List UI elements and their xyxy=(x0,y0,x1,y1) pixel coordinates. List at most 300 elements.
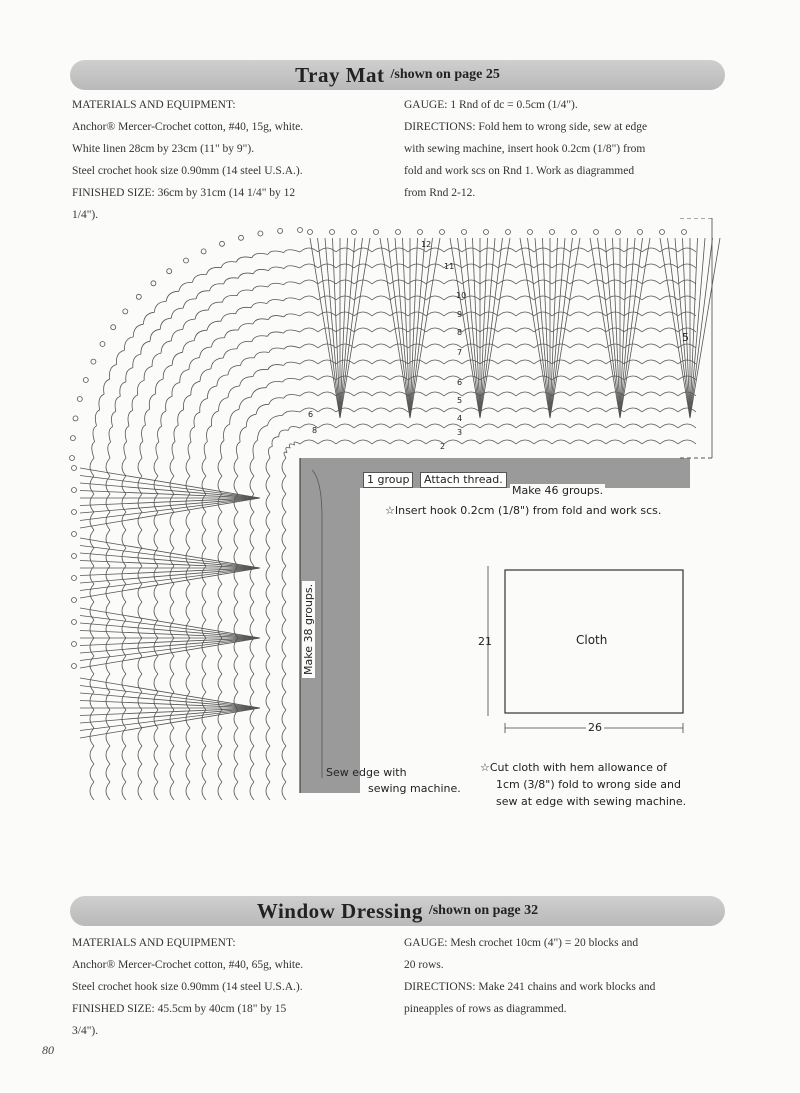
stitch-mark xyxy=(252,286,268,291)
cloth-width-label: 26 xyxy=(588,721,602,734)
stitch-mark xyxy=(237,290,252,296)
stitch-mark xyxy=(221,262,236,268)
stitch-mark xyxy=(594,230,599,235)
stitch-mark xyxy=(462,408,480,412)
stitch-mark xyxy=(284,298,301,301)
stitch-mark xyxy=(186,710,190,728)
stitch-mark xyxy=(624,408,642,412)
stitch-mark xyxy=(498,440,516,444)
stitch-mark xyxy=(336,424,354,428)
stitch-mark xyxy=(212,338,225,347)
stitch-mark xyxy=(408,296,426,300)
stitch-mark xyxy=(223,349,237,358)
stitch-mark xyxy=(266,530,270,548)
stitch-mark xyxy=(154,656,158,674)
stitch-mark xyxy=(142,425,146,441)
stitch-mark xyxy=(268,283,284,287)
stitch-mark xyxy=(186,656,190,674)
stitch-mark xyxy=(480,248,498,252)
stitch-mark xyxy=(133,324,143,337)
stitch-mark xyxy=(267,332,283,336)
stitch-mark xyxy=(219,398,228,411)
stitch-mark xyxy=(170,530,174,548)
stitch-mark xyxy=(124,337,133,351)
stitch-mark xyxy=(72,598,77,603)
stitch-mark xyxy=(77,397,82,402)
stitch-mark xyxy=(266,638,270,656)
stitch-mark xyxy=(624,296,642,300)
stitch-mark xyxy=(104,379,110,394)
stitch-mark xyxy=(660,264,678,268)
label-one-group: 1 group xyxy=(363,472,413,488)
stitch-mark xyxy=(106,548,110,566)
stitch-mark xyxy=(390,344,408,348)
text-line: White linen 28cm by 23cm (11" by 9"). xyxy=(72,143,255,155)
text-line: Steel crochet hook size 0.90mm (14 steel U.S.A.). xyxy=(72,981,303,993)
stitch-mark xyxy=(218,512,222,530)
stitch-mark xyxy=(484,230,489,235)
stitch-mark xyxy=(336,264,354,268)
stitch-mark xyxy=(624,280,642,284)
stitch-mark xyxy=(186,458,190,476)
stitch-mark xyxy=(207,267,222,274)
stitch-mark xyxy=(189,358,200,370)
stitch-mark xyxy=(186,692,190,710)
stitch-mark xyxy=(289,426,301,430)
stitch-mark xyxy=(140,442,143,459)
stitch-mark xyxy=(132,395,138,410)
stitch-mark xyxy=(116,350,124,364)
stitch-mark xyxy=(145,409,150,425)
side-number: 6 xyxy=(308,410,314,419)
stitch-mark xyxy=(678,312,696,316)
stitch-mark xyxy=(289,444,294,448)
stitch-mark xyxy=(660,440,678,444)
stitch-mark xyxy=(154,764,158,782)
stitch-mark xyxy=(372,392,390,396)
stitch-mark xyxy=(279,430,289,437)
tray-mat-banner xyxy=(70,60,725,90)
stitch-mark xyxy=(570,360,588,364)
round-number: 11 xyxy=(444,262,455,271)
stitch-mark xyxy=(266,494,270,512)
stitch-mark xyxy=(284,314,300,317)
stitch-mark xyxy=(588,328,606,332)
stitch-mark xyxy=(408,264,426,268)
stitch-mark xyxy=(250,638,254,656)
stitch-mark xyxy=(99,394,104,410)
stitch-mark xyxy=(151,281,156,286)
stitch-mark xyxy=(183,341,195,353)
stitch-mark xyxy=(234,602,238,620)
stitch-mark xyxy=(211,411,218,426)
stitch-mark xyxy=(678,248,696,252)
stitch-mark xyxy=(606,424,624,428)
stitch-mark xyxy=(282,764,286,782)
text-line: MATERIALS AND EQUIPMENT: xyxy=(72,937,236,949)
stitch-mark xyxy=(310,238,340,418)
stitch-mark xyxy=(186,602,190,620)
stitch-mark xyxy=(282,584,286,602)
stitch-mark xyxy=(138,764,142,782)
stitch-mark xyxy=(660,424,678,428)
stitch-mark xyxy=(138,782,142,800)
stitch-mark xyxy=(239,235,244,240)
stitch-mark xyxy=(552,392,570,396)
stitch-mark xyxy=(138,656,142,674)
stitch-mark xyxy=(106,602,110,620)
stitch-mark xyxy=(372,376,390,380)
stitch-mark xyxy=(572,230,577,235)
stitch-mark xyxy=(534,344,552,348)
stitch-mark xyxy=(480,424,498,428)
stitch-mark xyxy=(120,382,126,397)
stitch-mark xyxy=(374,230,379,235)
stitch-mark xyxy=(300,248,318,252)
label-attach-thread: Attach thread. xyxy=(420,472,507,488)
stitch-mark xyxy=(122,746,126,764)
stitch-mark xyxy=(534,264,552,268)
stitch-mark xyxy=(426,376,444,380)
stitch-mark xyxy=(284,394,300,398)
cut-note-line-3: sew at edge with sewing machine. xyxy=(496,795,687,808)
round-number: 5 xyxy=(457,396,463,405)
stitch-mark xyxy=(682,230,687,235)
stitch-mark xyxy=(426,424,444,428)
stitch-mark xyxy=(106,566,110,584)
stitch-mark xyxy=(269,267,285,271)
crochet-diagram xyxy=(60,218,740,818)
stitch-mark xyxy=(194,330,207,340)
text-line: FINISHED SIZE: 36cm by 31cm (14 1/4" by 12 xyxy=(72,187,296,199)
stitch-mark xyxy=(70,456,75,461)
stitch-mark xyxy=(372,248,390,252)
stitch-mark xyxy=(122,764,126,782)
stitch-mark xyxy=(237,341,252,348)
stitch-mark xyxy=(138,476,142,494)
label-make-38-groups: Make 38 groups. xyxy=(302,581,315,678)
stitch-mark xyxy=(234,458,238,476)
stitch-mark xyxy=(620,238,650,418)
stitch-mark xyxy=(234,710,238,728)
window-dressing-title: Window Dressing xyxy=(256,898,423,923)
stitch-mark xyxy=(282,494,286,512)
stitch-mark xyxy=(516,440,534,444)
stitch-mark xyxy=(372,296,390,300)
round-number: 3 xyxy=(457,428,463,437)
stitch-mark xyxy=(678,424,696,428)
stitch-mark xyxy=(224,424,230,440)
stitch-mark xyxy=(552,344,570,348)
stitch-mark xyxy=(372,440,390,444)
tray-mat-right-column xyxy=(404,94,724,204)
stitch-mark xyxy=(73,416,78,421)
stitch-mark xyxy=(166,291,179,301)
stitch-mark xyxy=(354,264,372,268)
stitch-mark xyxy=(300,328,318,332)
stitch-mark xyxy=(426,344,444,348)
stitch-mark xyxy=(240,377,253,386)
stitch-mark xyxy=(300,344,318,348)
stitch-mark xyxy=(258,231,263,236)
window-dressing-left-column xyxy=(72,932,382,1042)
round-number: 4 xyxy=(457,414,463,423)
stitch-mark xyxy=(426,408,444,412)
stitch-mark xyxy=(498,408,516,412)
stitch-mark xyxy=(154,746,158,764)
stitch-mark xyxy=(252,253,268,257)
stitch-mark xyxy=(218,746,222,764)
text-line: from Rnd 2-12. xyxy=(404,187,476,199)
stitch-mark xyxy=(498,360,516,364)
stitch-mark xyxy=(256,404,269,414)
stitch-mark xyxy=(372,312,390,316)
stitch-mark xyxy=(122,782,126,800)
stitch-mark xyxy=(253,319,268,324)
stitch-mark xyxy=(218,782,222,800)
stitch-mark xyxy=(106,530,110,548)
stitch-mark xyxy=(138,458,142,476)
stitch-mark xyxy=(200,399,208,413)
stitch-mark xyxy=(552,248,570,252)
stitch-mark xyxy=(372,328,390,332)
stitch-mark xyxy=(111,325,116,330)
stitch-mark xyxy=(278,228,283,233)
cut-note-line-2: 1cm (3/8") fold to wrong side and xyxy=(496,778,681,791)
stitch-mark xyxy=(122,584,126,602)
stitch-mark xyxy=(202,530,206,548)
stitch-mark xyxy=(90,512,94,530)
stitch-mark xyxy=(253,440,258,458)
stitch-mark xyxy=(72,554,77,559)
stitch-mark xyxy=(480,280,498,284)
stitch-mark xyxy=(202,602,206,620)
stitch-mark xyxy=(122,674,126,692)
stitch-mark xyxy=(133,354,141,368)
round-number: 2 xyxy=(440,442,446,451)
stitch-mark xyxy=(266,746,270,764)
stitch-mark xyxy=(234,674,238,692)
stitch-mark xyxy=(200,369,211,381)
stitch-mark xyxy=(426,392,444,396)
stitch-mark xyxy=(258,426,268,441)
stitch-mark xyxy=(354,344,372,348)
stitch-mark xyxy=(638,230,643,235)
text-line: Steel crochet hook size 0.90mm (14 steel U.S.A.). xyxy=(72,165,303,177)
stitch-mark xyxy=(390,248,408,252)
stitch-mark xyxy=(266,674,270,692)
stitch-mark xyxy=(154,602,158,620)
stitch-mark xyxy=(179,282,193,291)
stitch-mark xyxy=(408,440,426,444)
stitch-mark xyxy=(122,692,126,710)
stitch-mark xyxy=(480,238,495,418)
stitch-mark xyxy=(72,466,77,471)
stitch-mark xyxy=(180,370,189,383)
stitch-mark xyxy=(80,468,260,498)
stitch-mark xyxy=(552,440,570,444)
stitch-mark xyxy=(606,248,624,252)
stitch-mark xyxy=(588,440,606,444)
stitch-mark xyxy=(330,230,335,235)
text-line: MATERIALS AND EQUIPMENT: xyxy=(72,99,236,111)
stitch-mark xyxy=(250,782,254,800)
stitch-mark xyxy=(90,710,94,728)
stitch-mark xyxy=(154,458,158,476)
stitch-mark xyxy=(234,512,238,530)
stitch-mark xyxy=(570,376,588,380)
stitch-mark xyxy=(92,442,95,458)
stitch-mark xyxy=(224,278,239,284)
stitch-mark xyxy=(228,365,241,374)
stitch-mark xyxy=(250,602,254,620)
stitch-mark xyxy=(186,584,190,602)
stitch-mark xyxy=(266,566,270,584)
stitch-mark xyxy=(218,458,222,476)
stitch-mark xyxy=(266,458,270,476)
stitch-mark xyxy=(372,360,390,364)
stitch-mark xyxy=(90,746,94,764)
stitch-mark xyxy=(282,728,286,746)
stitch-mark xyxy=(550,230,555,235)
stitch-mark xyxy=(171,329,182,340)
stitch-mark xyxy=(217,375,228,386)
stitch-mark xyxy=(122,476,126,494)
stitch-mark xyxy=(138,674,142,692)
stitch-mark xyxy=(266,692,270,710)
stitch-mark xyxy=(266,764,270,782)
stitch-mark xyxy=(106,656,110,674)
stitch-mark xyxy=(241,358,255,366)
stitch-mark xyxy=(106,710,110,728)
stitch-mark xyxy=(390,440,408,444)
stitch-mark xyxy=(606,264,624,268)
stitch-mark xyxy=(266,602,270,620)
stitch-mark xyxy=(236,442,240,458)
stitch-mark xyxy=(202,728,206,746)
stitch-mark xyxy=(269,398,284,405)
stitch-mark xyxy=(186,476,190,494)
stitch-mark xyxy=(318,392,336,396)
stitch-mark xyxy=(160,318,171,329)
stitch-mark xyxy=(143,312,154,324)
stitch-mark xyxy=(552,408,570,412)
stitch-mark xyxy=(225,330,239,338)
stitch-mark xyxy=(207,426,212,442)
stitch-mark xyxy=(238,273,253,278)
stitch-mark xyxy=(234,728,238,746)
stitch-mark xyxy=(660,312,678,316)
stitch-mark xyxy=(202,512,206,530)
stitch-mark xyxy=(218,764,222,782)
stitch-mark xyxy=(138,584,142,602)
stitch-mark xyxy=(138,602,142,620)
stitch-mark xyxy=(272,437,279,447)
stitch-mark xyxy=(480,376,498,380)
stitch-mark xyxy=(462,424,480,428)
stitch-mark xyxy=(106,620,110,638)
stitch-mark xyxy=(642,296,660,300)
stitch-mark xyxy=(207,321,221,330)
stitch-mark xyxy=(570,264,588,268)
stitch-mark xyxy=(534,440,552,444)
stitch-mark xyxy=(192,274,206,282)
stitch-mark xyxy=(390,392,408,396)
stitch-mark xyxy=(516,376,534,380)
text-line: pineapples of rows as diagrammed. xyxy=(404,1003,567,1015)
stitch-mark xyxy=(516,360,534,364)
stitch-mark xyxy=(516,408,534,412)
stitch-mark xyxy=(234,656,238,674)
stitch-mark xyxy=(202,674,206,692)
stitch-mark xyxy=(570,328,588,332)
stitch-mark xyxy=(90,458,94,476)
stitch-mark xyxy=(426,360,444,364)
stitch-mark xyxy=(624,424,642,428)
stitch-mark xyxy=(284,346,300,349)
stitch-mark xyxy=(172,383,180,397)
stitch-mark xyxy=(282,566,286,584)
stitch-mark xyxy=(642,360,660,364)
stitch-mark xyxy=(72,620,77,625)
stitch-mark xyxy=(266,584,270,602)
stitch-mark xyxy=(122,458,126,476)
stitch-mark xyxy=(174,425,178,441)
stitch-mark xyxy=(228,386,240,398)
stitch-mark xyxy=(158,426,162,442)
stitch-mark xyxy=(170,746,174,764)
stitch-mark xyxy=(642,328,660,332)
text-line: Anchor® Mercer-Crochet cotton, #40, 65g, white. xyxy=(72,959,304,971)
stitch-mark xyxy=(660,230,665,235)
stitch-mark xyxy=(408,280,426,284)
stitch-mark xyxy=(253,369,268,376)
stitch-mark xyxy=(300,360,318,364)
stitch-mark xyxy=(352,230,357,235)
stitch-mark xyxy=(234,764,238,782)
stitch-mark xyxy=(318,296,336,300)
stitch-mark xyxy=(195,310,208,319)
stitch-mark xyxy=(218,638,222,656)
stitch-mark xyxy=(90,530,94,548)
stitch-mark xyxy=(354,296,372,300)
stitch-mark xyxy=(300,280,318,284)
text-line: 1/4"). xyxy=(72,209,99,221)
stitch-mark xyxy=(250,746,254,764)
stitch-mark xyxy=(426,296,444,300)
stitch-mark xyxy=(250,530,254,548)
stitch-mark xyxy=(624,392,642,396)
stitch-mark xyxy=(266,548,270,566)
stitch-mark xyxy=(498,344,516,348)
stitch-mark xyxy=(300,376,318,380)
stitch-mark xyxy=(282,710,286,728)
stitch-mark xyxy=(606,312,624,316)
stitch-mark xyxy=(250,476,254,494)
stitch-mark xyxy=(678,440,696,444)
stitch-mark xyxy=(354,440,372,444)
stitch-mark xyxy=(186,746,190,764)
stitch-mark xyxy=(90,584,94,602)
stitch-mark xyxy=(222,295,237,302)
round-number: 6 xyxy=(457,378,463,387)
stitch-mark xyxy=(163,365,172,379)
stitch-mark xyxy=(284,362,300,365)
stitch-mark xyxy=(106,728,110,746)
stitch-mark xyxy=(462,230,467,235)
stitch-mark xyxy=(123,309,128,314)
stitch-mark xyxy=(172,442,175,458)
